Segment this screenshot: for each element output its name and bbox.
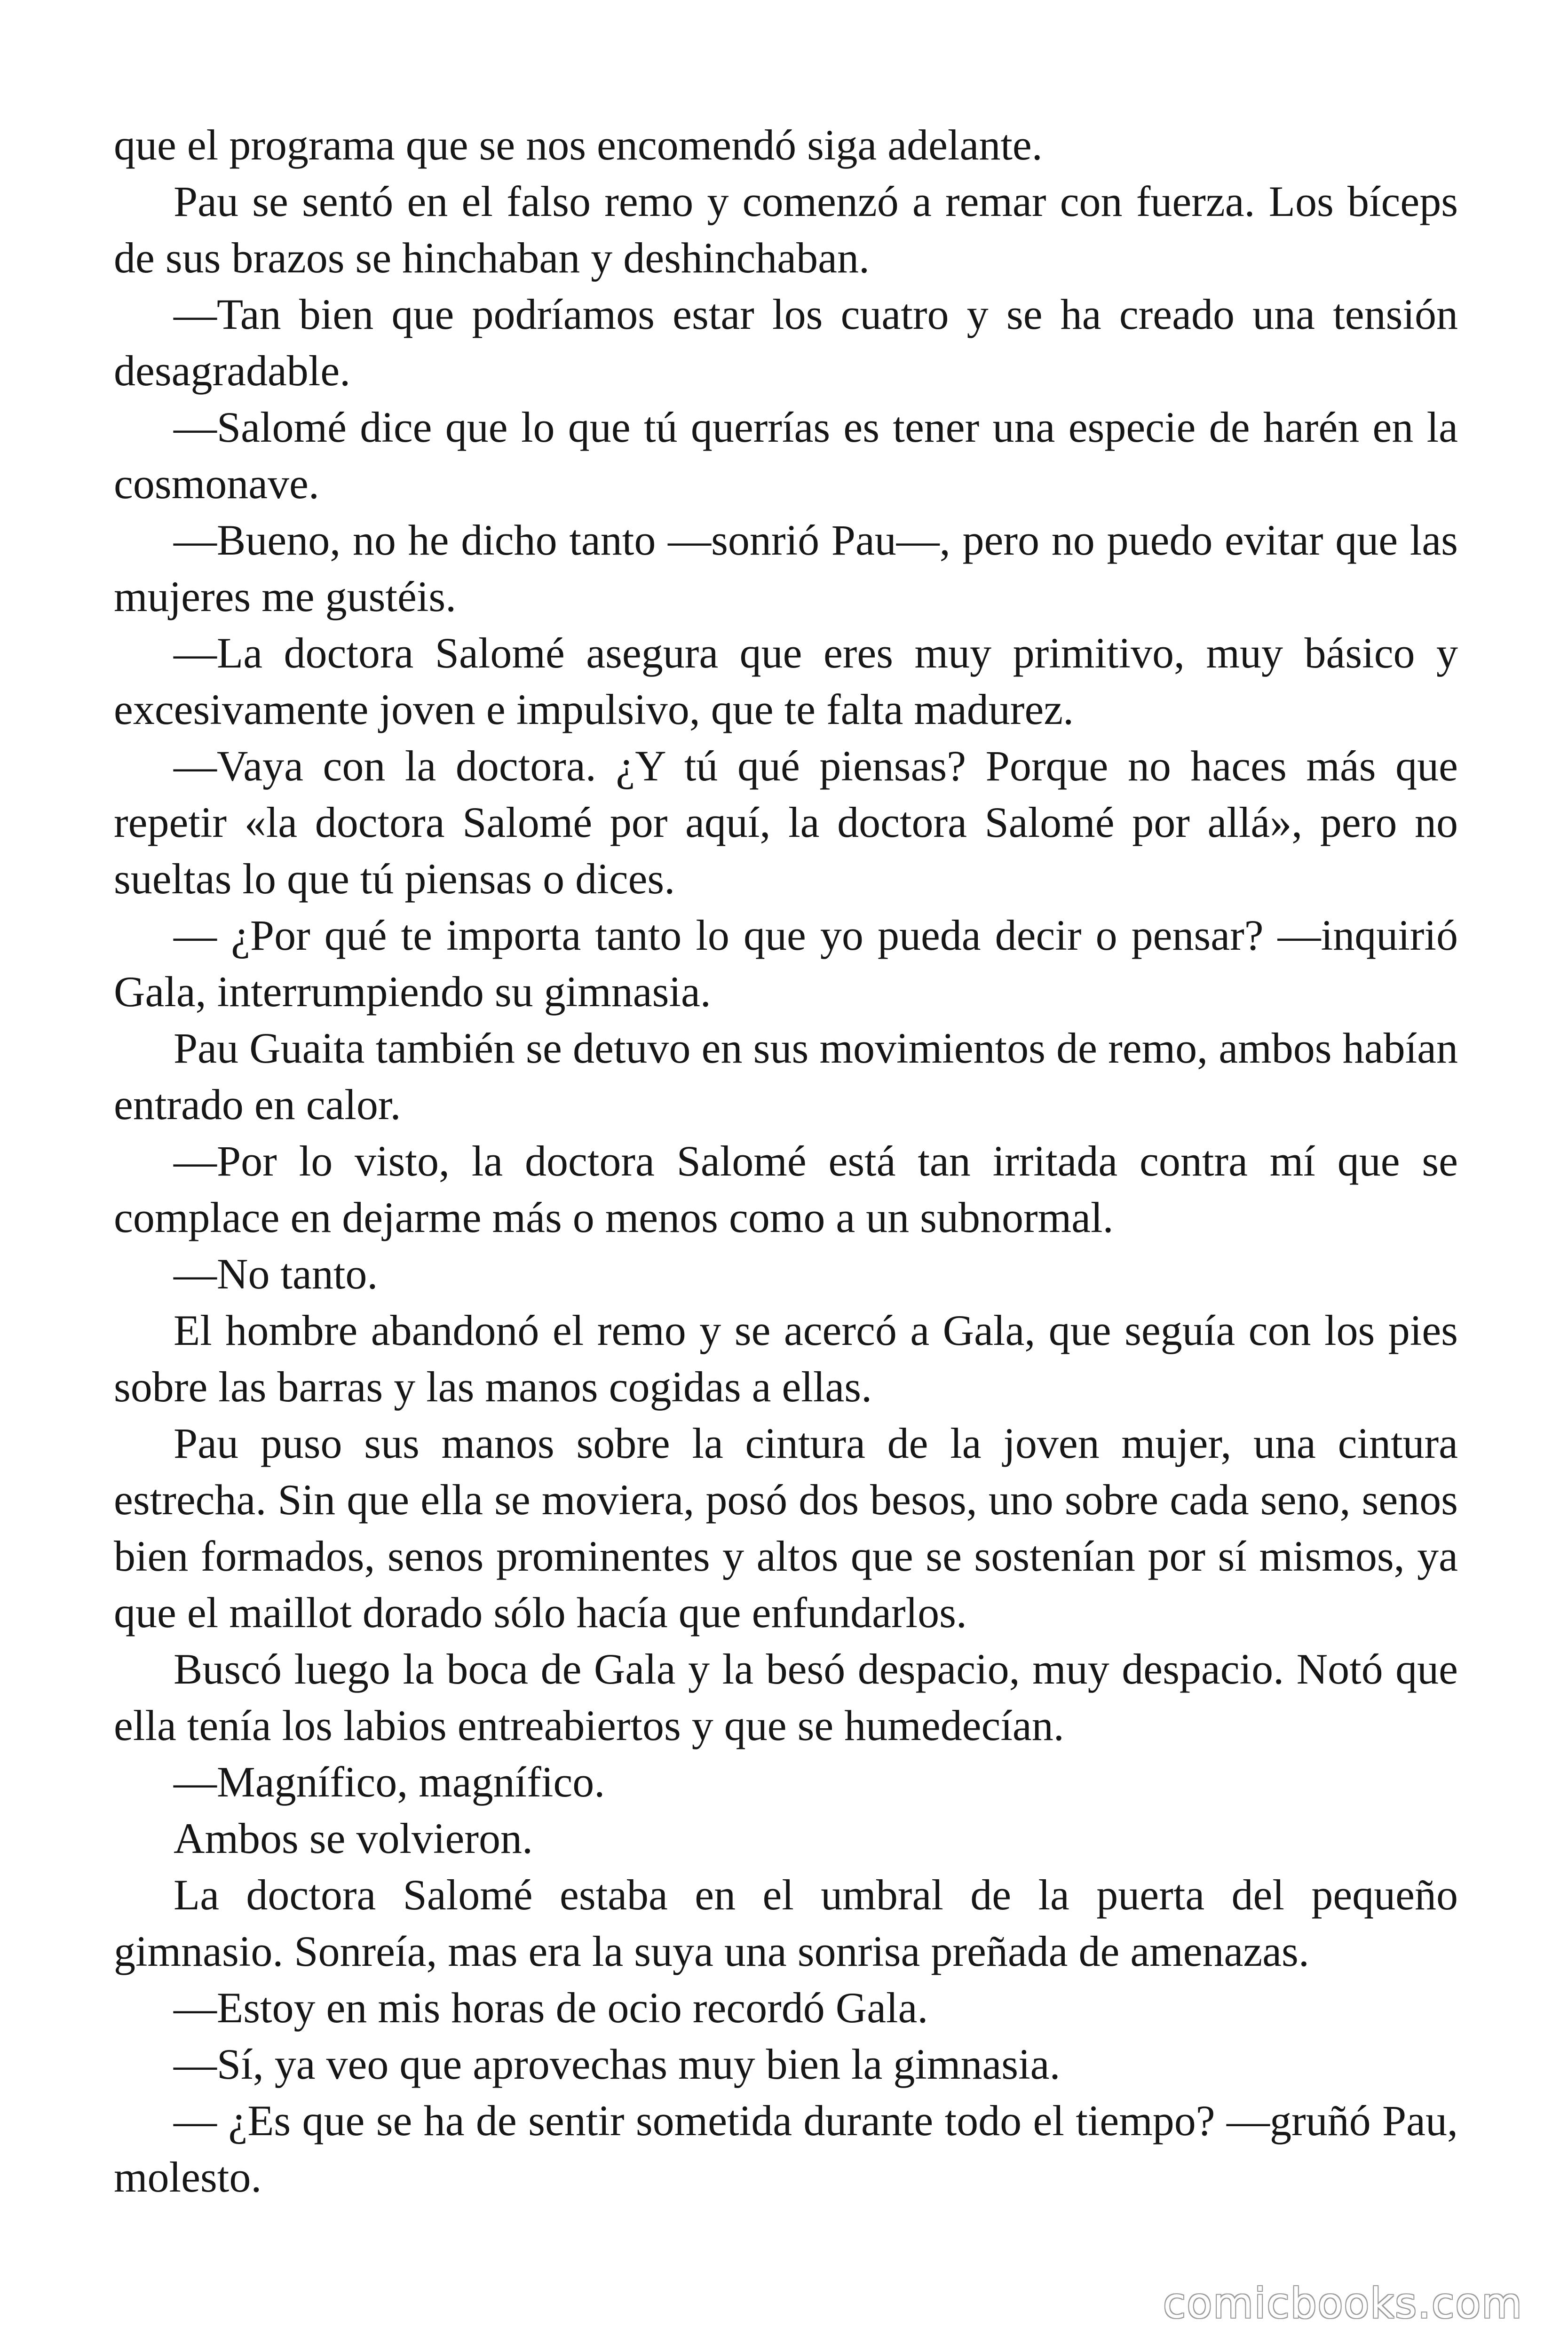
paragraph: —Tan bien que podríamos estar los cuatro y se ha creado una tensión desagradable.	[114, 290, 1458, 395]
paragraph: —Salomé dice que lo que tú querrías es tener una especie de harén en la cosmonave.	[114, 403, 1458, 508]
paragraph: —Magnífico, magnífico.	[174, 1758, 605, 1806]
paragraph: —La doctora Salomé asegura que eres muy primitivo, muy básico y excesivamente joven e impulsivo, que te falta madurez.	[114, 629, 1458, 733]
paragraph: —Por lo visto, la doctora Salomé está tan irritada contra mí que se complace en dejarme más o menos como a un subnormal.	[114, 1137, 1458, 1241]
paragraph: Buscó luego la boca de Gala y la besó despacio, muy despacio. Notó que ella tenía los labios entreabiertos y que se humedecían.	[114, 1645, 1458, 1749]
paragraph: La doctora Salomé estaba en el umbral de la puerta del pequeño gimnasio. Sonreía, mas era la suya una sonrisa preñada de amenazas.	[114, 1871, 1458, 1975]
paragraph: —No tanto.	[174, 1250, 378, 1298]
paragraph: Ambos se volvieron.	[174, 1814, 533, 1862]
paragraph: que el programa que se nos encomendó siga adelante.	[114, 121, 1043, 169]
book-page-text	[114, 117, 1458, 2205]
paragraph: El hombre abandonó el remo y se acercó a Gala, que seguía con los pies sobre las barras y las manos cogidas a ellas.	[114, 1306, 1458, 1411]
paragraph: —Sí, ya veo que aprovechas muy bien la gimnasia.	[174, 2040, 1061, 2088]
paragraph: Pau se sentó en el falso remo y comenzó a remar con fuerza. Los bíceps de sus brazos se hinchaban y deshinchaban.	[114, 177, 1458, 282]
paragraph: — ¿Por qué te importa tanto lo que yo pueda decir o pensar? —inquirió Gala, interrumpiendo su gimnasia.	[114, 911, 1458, 1016]
paragraph: Pau Guaita también se detuvo en sus movimientos de remo, ambos habían entrado en calor.	[114, 1024, 1458, 1128]
paragraph: —Vaya con la doctora. ¿Y tú qué piensas? Porque no haces más que repetir «la doctora Salomé por aquí, la doctora Salomé por allá», pero no sueltas lo que tú piensas o dices.	[114, 742, 1458, 903]
paragraph: —Bueno, no he dicho tanto —sonrió Pau—, pero no puedo evitar que las mujeres me gustéis.	[114, 516, 1458, 620]
watermark: comicbooks.com	[1163, 2279, 1523, 2328]
paragraph: Pau puso sus manos sobre la cintura de la joven mujer, una cintura estrecha. Sin que ella se moviera, posó dos besos, uno sobre cada seno, senos bien formados, senos prominentes y altos que se sostenían por sí mismos, ya que el maillot dorado sólo hacía que enfundarlos.	[114, 1419, 1458, 1637]
paragraph: —Estoy en mis horas de ocio recordó Gala.	[174, 1984, 928, 2032]
paragraph: — ¿Es que se ha de sentir sometida durante todo el tiempo? —gruñó Pau, molesto.	[114, 2097, 1458, 2201]
